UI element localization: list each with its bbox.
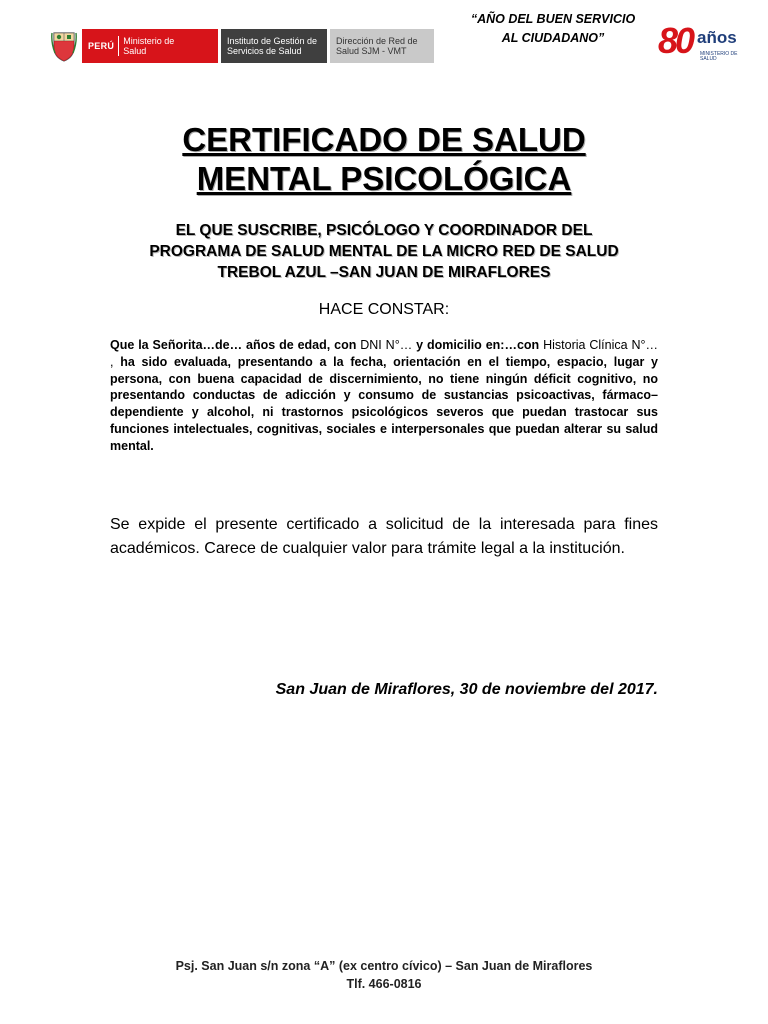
document-title	[100, 120, 668, 198]
document-subtitle	[100, 220, 668, 283]
logo-country: PERÚ	[88, 36, 119, 56]
logo-ministry: Ministerio de Salud	[123, 36, 175, 56]
place-date-line: San Juan de Miraflores, 30 de noviembre del 2017.	[275, 681, 658, 698]
year-motto-line2: AL CIUDADANO”	[501, 31, 605, 45]
anniversary-logo	[656, 22, 748, 66]
certification-paragraph	[110, 337, 658, 455]
hace-constar-heading: HACE CONSTAR:	[318, 301, 450, 318]
ministry-logo-bar	[82, 29, 434, 63]
p1-part-a: Que la Señorita…de… años de edad, con	[110, 338, 361, 352]
institute-logo: Instituto de Gestión de Servicios de Salud	[221, 29, 327, 63]
clinical-record-field: Historia Clínica N°… ,	[110, 338, 658, 369]
footer-phone: Tlf. 466-0816	[346, 977, 422, 991]
year-motto-line1: “AÑO DEL BUEN SERVICIO	[470, 12, 636, 26]
subtitle-line2: PROGRAMA DE SALUD MENTAL DE LA MICRO RED DE SALUD	[149, 243, 619, 260]
anniversary-word: años	[697, 28, 737, 47]
year-motto	[448, 10, 658, 48]
p1-part-b: y domicilio en:…con	[412, 338, 544, 352]
page-footer	[100, 957, 668, 993]
subtitle-line1: EL QUE SUSCRIBE, PSICÓLOGO Y COORDINADOR DEL	[175, 222, 593, 239]
dni-field: DNI N°…	[360, 338, 413, 352]
peru-coat-of-arms-icon	[51, 29, 77, 63]
title-line2: MENTAL PSICOLÓGICA	[196, 160, 572, 197]
title-line1: CERTIFICADO DE SALUD	[182, 121, 586, 158]
ministry-logo	[82, 29, 218, 63]
anniversary-ministry: MINISTERIO DE SALUD	[700, 51, 738, 62]
purpose-paragraph: Se expide el presente certificado a solicitud de la interesada para fines académicos. Carece de cualquier valor para trámite legal a la institución.	[110, 516, 658, 557]
subtitle-line3: TREBOL AZUL –SAN JUAN DE MIRAFLORES	[217, 264, 551, 281]
p1-part-c: ha sido evaluada, presentando a la fecha, orientación en el tiempo, espacio, lugar y persona, con buena capacidad de discernimiento, no tiene ningún déficit cognitivo, no presentando conductas de adicción y consumo de sustancias psicoactivas, fármaco–dependiente y alcohol, ni trastornos psicológicos severos que puedan trastocar sus funciones intelectuales, cognitivas, sociales e interpersonales que puedan alterar su salud mental.	[110, 354, 658, 453]
footer-address: Psj. San Juan s/n zona “A” (ex centro cívico) – San Juan de Miraflores	[175, 959, 593, 973]
network-logo: Dirección de Red de Salud SJM - VMT	[330, 29, 434, 63]
anniversary-number: 80	[658, 20, 693, 61]
